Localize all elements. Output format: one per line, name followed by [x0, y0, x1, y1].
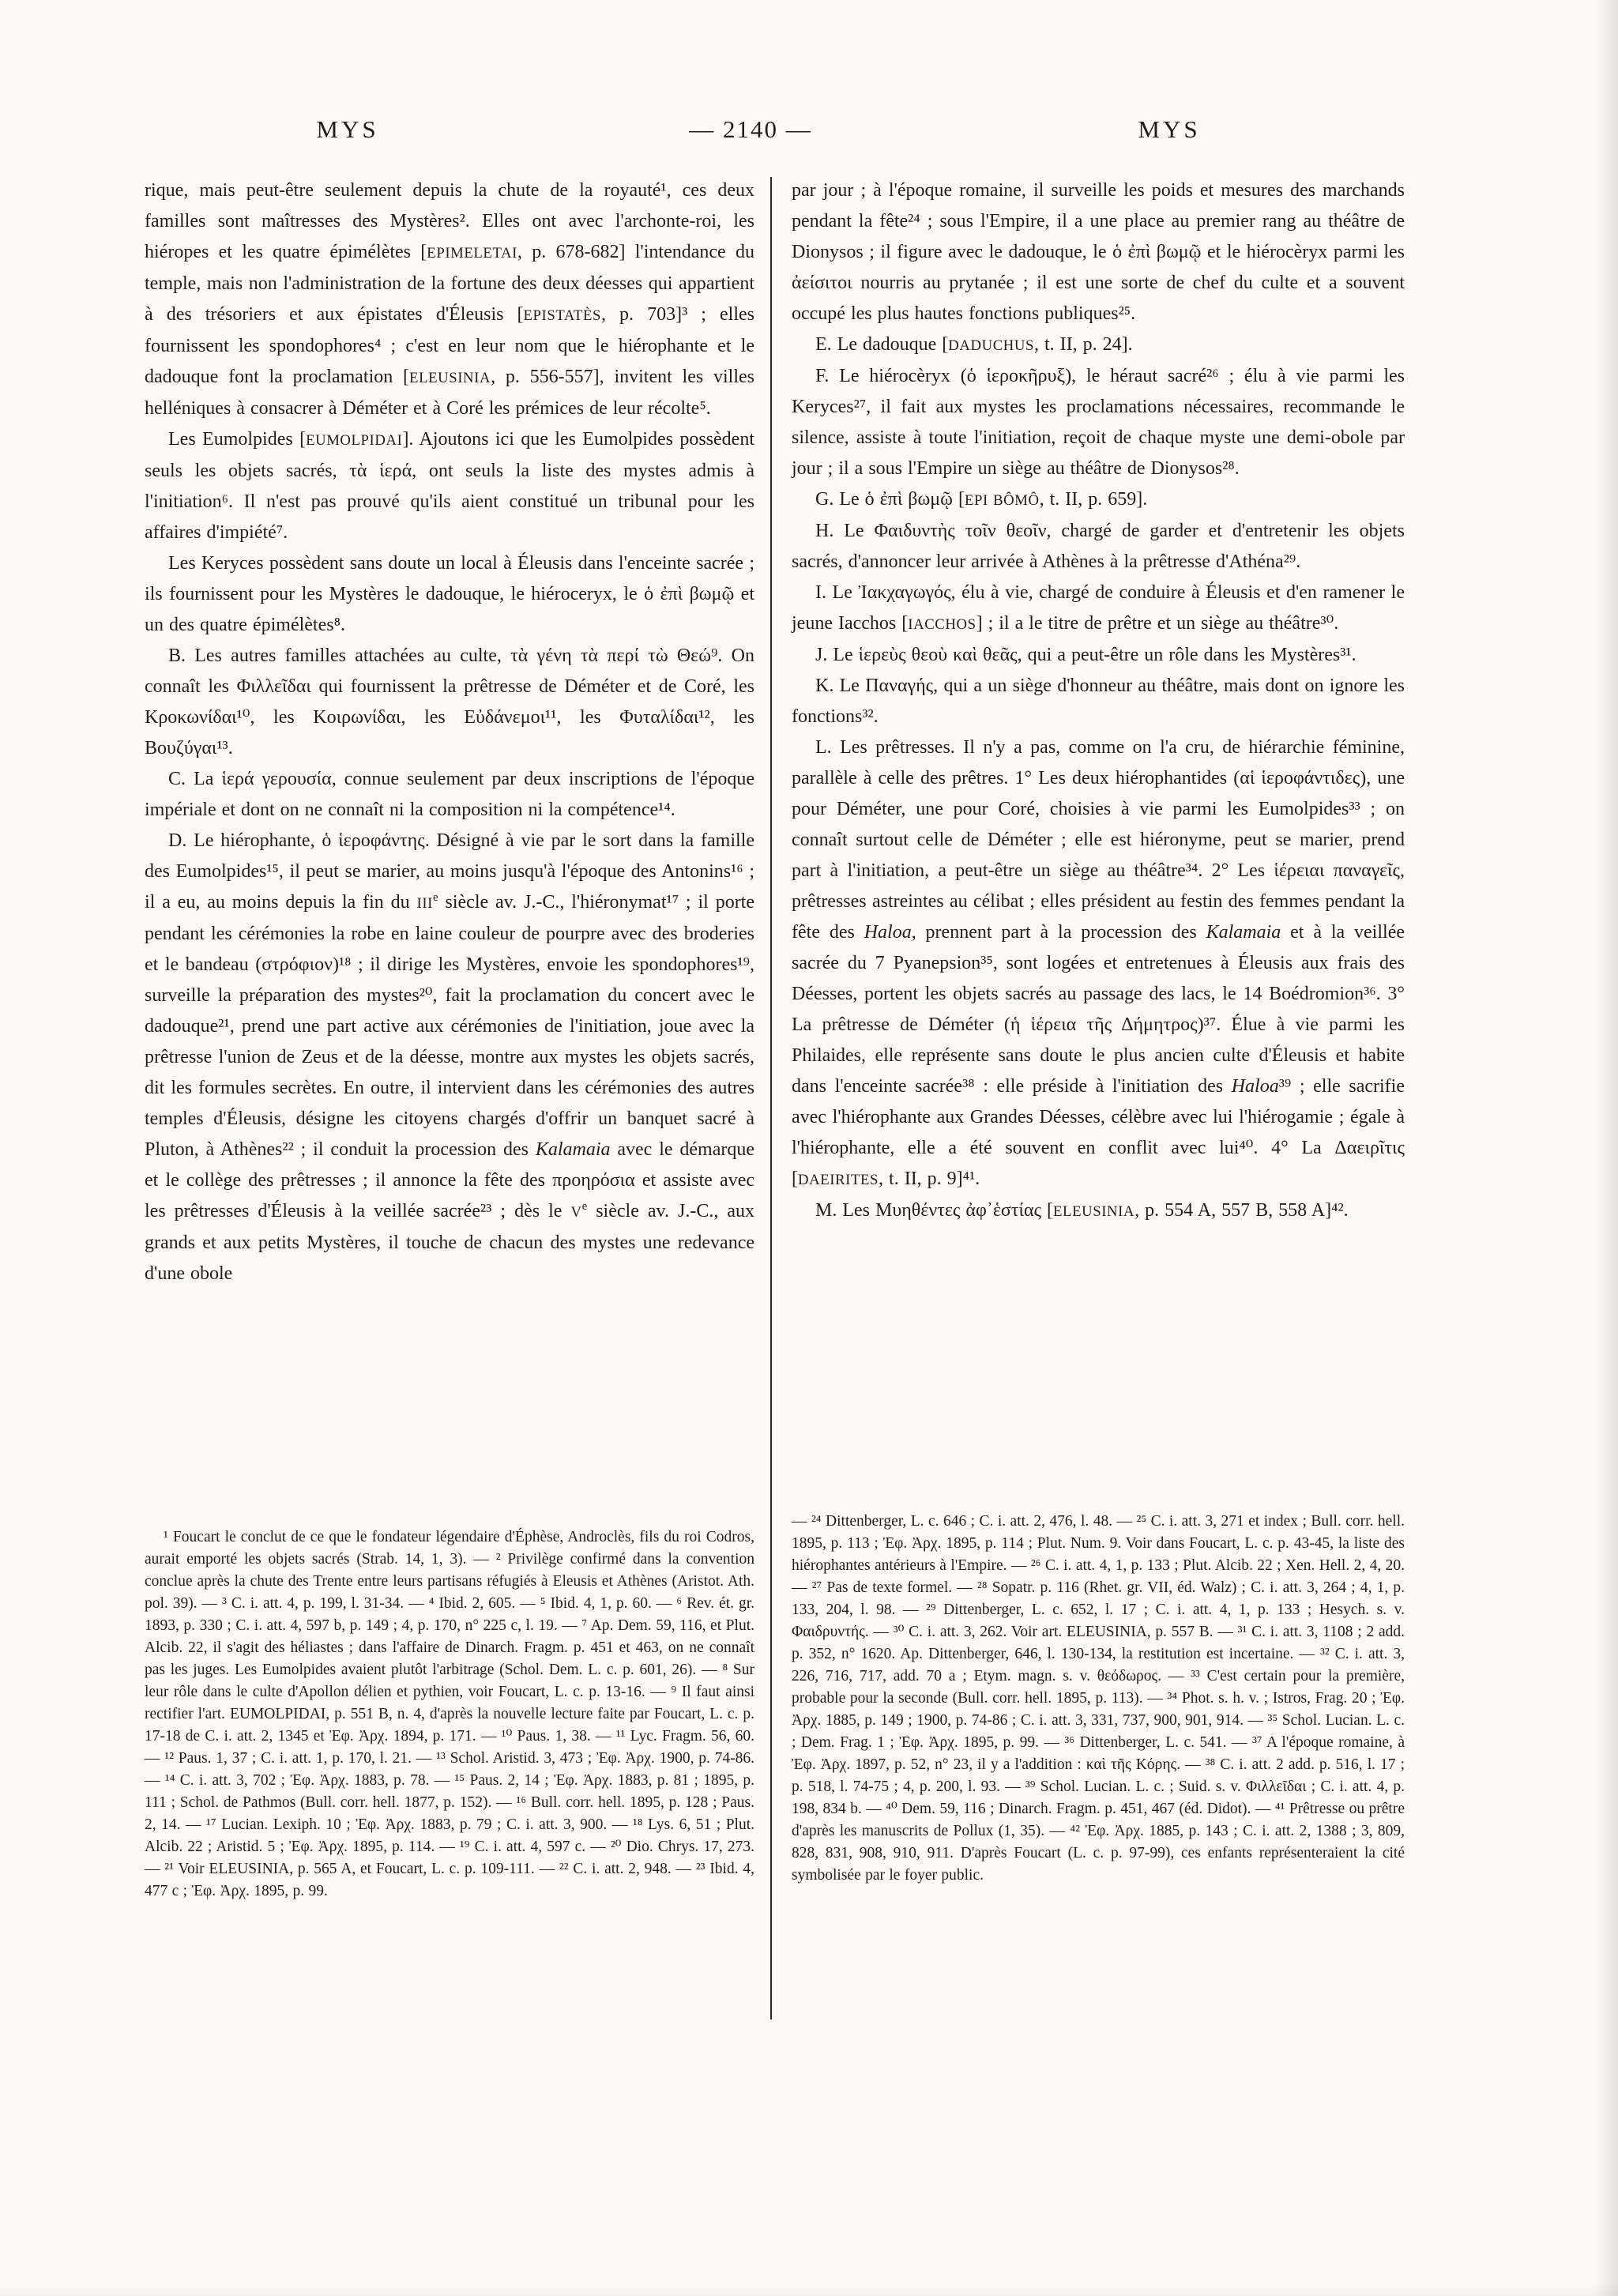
- text-run: ]. Ajoutons ici que les Eumolpides possèdent seuls les objets sacrés, τὰ ἱερά, ont seuls la liste des mystes admis à l'initiation⁶. Il n'est pas prouvé qu'ils aient constitué un tribunal pour les affaires d'impiété⁷.: [145, 429, 754, 543]
- text-run: , t. II, p. 9]⁴¹.: [879, 1169, 980, 1189]
- text-run: et à la veillée sacrée du 7 Pyanepsion³⁵, sont logées et entretenues à Éleusis aux frais des Déesses, portent les objets sacrés au passage des lacs, le 14 Boédromion³⁶. 3° La prêtresse de Déméter (ἡ ἱέρεια τῆς Δήμητρος)³⁷. Élue à vie parmi les Philaides, elle représente sans doute le plus ancien culte d'Éleusis et habite dans l'enceinte sacrée³⁸ : elle préside à l'initiation des: [792, 922, 1405, 1097]
- text-run: ] ; il a le titre de prêtre et un siège au théâtre³⁰.: [976, 613, 1339, 634]
- text-run: B. Les autres familles attachées au culte, τὰ γένη τὰ περί τὼ Θεώ⁹. On connaît les Φιλλεῖδαι qui fournissent la prêtresse de Déméter et de Coré, les Κροκωνίδαι¹⁰, les Κοιρωνίδαι, les Εὐδάνεμοι¹¹, les Φυταλίδαι¹², les Βουζύγαι¹³.: [145, 646, 754, 758]
- small-caps-cross-reference: EPISTATÈS: [523, 307, 601, 324]
- text-run: J. Le ἱερεὺς θεοὺ καὶ θεᾶς, qui a peut-être un rôle dans les Mystères³¹.: [815, 645, 1356, 665]
- text-run: siècle av. J.-C., aux grands et aux petits Mystères, il touche de chacun des mystes une redevance d'une obole: [145, 1201, 755, 1284]
- text-run: ³⁹ ; elle sacrifie avec l'hiérophante aux Grandes Déesses, célèbre avec lui l'hiérogamie ; égale à l'hiérophante, elle a été souvent en conflit avec lui⁴⁰. 4° La Δαειρῖτις [: [792, 1076, 1405, 1189]
- text-run: E. Le dadouque [: [815, 334, 949, 355]
- text-run: , prennent part à la procession des: [911, 922, 1206, 943]
- text-run: , p. 678-682] l'intendance du temple, mais non l'administration de la fortune des deux déesses qui appartient à des trésoriers et aux épistates d'Éleusis [: [145, 242, 754, 325]
- small-caps-cross-reference: EPI BÔMÔ: [964, 492, 1040, 509]
- text-run: Les Keryces possèdent sans doute un local à Éleusis dans l'enceinte sacrée ; ils fournissent pour les Mystères le dadouque, le hiéroceryx, le ὁ ἐπὶ βωμῷ et un des quatre épimélètes⁸.: [145, 553, 754, 635]
- text-run: I. Le Ἰακχαγωγός, élu à vie, chargé de conduire à Éleusis et d'en ramener le jeune Iacchos [: [792, 582, 1405, 634]
- paragraph: [792, 484, 1405, 516]
- text-run: rique, mais peut-être seulement depuis la chute de la royauté¹, ces deux familles sont maîtresses des Mystères². Elles ont avec l'archonte-roi, les hiéropes et les quatre épimélètes [: [145, 180, 754, 262]
- paragraph: [792, 671, 1405, 732]
- right-column-body: [792, 175, 1405, 1227]
- small-caps-cross-reference: EUMOLPIDAI: [306, 432, 403, 449]
- text-run: par jour ; à l'époque romaine, il surveille les poids et mesures des marchands pendant la fête²⁴ ; sous l'Empire, il a une place au premier rang au théâtre de Dionysos ; il figure avec le dadouque, le ὁ ἐπὶ βωμῷ et le hiérocèryx parmi les ἀείσιτοι nourris au prytanée ; il est une sorte de chef du culte et a souvent occupé les plus hautes fonctions publiques²⁵.: [792, 180, 1405, 324]
- running-title-left: MYS: [316, 115, 379, 143]
- small-caps-cross-reference: III: [416, 895, 434, 912]
- paragraph: [145, 424, 754, 548]
- text-run: , t. II, p. 659].: [1039, 489, 1148, 510]
- paragraph: [792, 640, 1405, 671]
- italic-term: Haloa: [1231, 1076, 1279, 1097]
- paragraph: [145, 641, 754, 764]
- text-run: avec le démarque et le collège des prêtresses ; il annonce la fête des προηρόσια et assiste avec les prêtresses d'Éleusis à la veillée sacrée²³ ; dès le: [145, 1139, 754, 1221]
- text-run: , t. II, p. 24].: [1034, 334, 1133, 355]
- superscript: e: [433, 891, 438, 904]
- text-run: F. Le hiérocèryx (ὁ ἱεροκῆρυξ), le héraut sacré²⁶ ; élu à vie parmi les Keryces²⁷, il fait aux mystes les proclamations nécessaires, recommande le silence, assiste à toute l'initiation, reçoit de chaque myste une demi-obole par jour ; il a sous l'Empire un siège au théâtre de Dionysos²⁸.: [792, 366, 1405, 479]
- text-run: siècle av. J.-C., l'hiéronymat¹⁷ ; il porte pendant les cérémonies la robe en laine couleur de pourpre avec des broderies et le bandeau (στρόφιον)¹⁸ ; il dirige les Mystères, envoie les spondophores¹⁹, surveille la préparation des mystes²⁰, fait la proclamation du concert avec le dadouque²¹, prend une part active aux cérémonies de l'initiation, joue avec la prêtresse l'union de Zeus et de la déesse, montre aux mystes les objets sacrés, dit les formules secrètes. En outre, il intervient dans les cérémonies des autres temples d'Éleusis, désigne les citoyens chargés d'offrir un banquet sacré à Pluton, à Athènes²² ; il conduit la procession des: [145, 892, 755, 1160]
- small-caps-cross-reference: IACCHOS: [908, 616, 976, 633]
- italic-term: Kalamaia: [535, 1139, 611, 1160]
- small-caps-cross-reference: V: [570, 1204, 582, 1221]
- paragraph: [792, 732, 1405, 1195]
- small-caps-cross-reference: EPIMELETAI: [427, 245, 517, 262]
- page-edge-shadow: [1594, 0, 1618, 2296]
- italic-term: Haloa: [864, 922, 912, 943]
- paragraph: [145, 826, 754, 1289]
- paragraph: [792, 329, 1405, 361]
- right-column-footnotes: — ²⁴ Dittenberger, L. c. 646 ; C. i. att. 2, 476, l. 48. — ²⁵ C. i. att. 3, 271 et index ; Bull. corr. hell. 1895, p. 113 ; Ἐφ. Ἀρχ. 1895, p. 114 ; Plut. Num. 9. Voir dans Foucart, L. c. p. 43-45, la liste des hiérophantes antérieurs à l'Empire. — ²⁶ C. i. att. 4, 1, p. 133 ; Plut. Alcib. 22 ; Xen. Hell. 2, 4, 20. — ²⁷ Pas de texte formel. — ²⁸ Sopatr. p. 116 (Rhet. gr. VII, éd. Walz) ; C. i. att. 3, 264 ; 4, 1, p. 133, 204, l. 98. — ²⁹ Dittenberger, L. c. 652, l. 17 ; C. i. att. 4, 1, p. 133 ; Hesych. s. v. Φαιδρυντής. — ³⁰ C. i. att. 3, 262. Voir art. ELEUSINIA, p. 557 B. — ³¹ C. i. att. 3, 1108 ; 2 add. p. 352, n° 1620. Ap. Dittenberger, 646, l. 130-134, la restitution est incertaine. — ³² C. i. att. 3, 226, 716, 717, add. 70 a ; Etym. magn. s. v. θεόδωρος. — ³³ C'est certain pour la première, probable pour la seconde (Bull. corr. hell. 1895, p. 113). — ³⁴ Phot. s. h. v. ; Istros, Frag. 20 ; Ἐφ. Ἀρχ. 1885, p. 149 ; 1900, p. 74-86 ; C. i. att. 3, 331, 737, 900, 901, 914. — ³⁵ Schol. Lucian. L. c. ; Dem. Frag. 1 ; Ἐφ. Ἀρχ. 1895, p. 99. — ³⁶ Dittenberger, L. c. 541. — ³⁷ A l'époque romaine, à Ἐφ. Ἀρχ. 1897, p. 52, n° 23, il y a l'addition : καὶ τῆς Κόρης. — ³⁸ C. i. att. 2 add. p. 516, l. 17 ; p. 518, l. 74-75 ; 4, p. 200, l. 93. — ³⁹ Schol. Lucian. L. c. ; Suid. s. v. Φιλλεῖδαι ; C. i. att. 4, p. 198, 834 b. — ⁴⁰ Dem. 59, 116 ; Dinarch. Fragm. p. 451, 467 (éd. Didot). — ⁴¹ Prêtresse ou prêtre d'après les manuscrits de Pollux (1, 35). — ⁴² Ἐφ. Ἀρχ. 1885, p. 143 ; C. i. att. 2, 1388 ; 3, 809, 828, 831, 908, 910, 911. D'après Foucart (L. c. p. 97-99), ces enfants représenteraient la cité symbolisée par le foyer public.: [792, 1513, 1405, 1884]
- paragraph: [792, 578, 1405, 640]
- text-run: C. La ἱερά γερουσία, connue seulement par deux inscriptions de l'époque impériale et dont on ne connaît ni la composition ni la compétence¹⁴.: [145, 769, 754, 820]
- paragraph: [792, 361, 1405, 484]
- text-run: L. Les prêtresses. Il n'y a pas, comme on l'a cru, de hiérarchie féminine, parallèle à celle des prêtres. 1° Les deux hiérophantides (αἱ ἱεροφάντιδες), une pour Déméter, une pour Coré, choisies à vie parmi les Eumolpides³³ ; on connaît surtout celle de Déméter ; elle est hiéronyme, peut se marier, prend part à l'initiation, a peut-être un siège au théâtre³⁴. 2° Les ἱέρειαι παναγεῖς, prêtresses astreintes au célibat ; elles président au festin des femmes pendant la fête des: [792, 737, 1405, 943]
- small-caps-cross-reference: ELEUSINIA: [1053, 1203, 1135, 1220]
- text-run: , p. 703]³ ; elles fournissent les spondophores⁴ ; c'est en leur nom que le hiérophante et le dadouque font la proclamation [: [145, 304, 754, 387]
- italic-term: Kalamaia: [1206, 922, 1281, 943]
- text-run: G. Le ὁ ἐπὶ βωμῷ [: [815, 489, 965, 510]
- small-caps-cross-reference: DAEIRITES: [798, 1172, 879, 1188]
- paragraph: [792, 175, 1405, 329]
- text-run: Les Eumolpides [: [168, 429, 307, 450]
- left-column-footnotes: ¹ Foucart le conclut de ce que le fondateur légendaire d'Éphèse, Androclès, fils du roi Codros, aurait emporté les objets sacrés (Strab. 14, 1, 3). — ² Privilège confirmé dans la convention conclue après la chute des Trente entre leurs partisans réfugiés à Eleusis et Athènes (Aristot. Ath. pol. 39). — ³ C. i. att. 4, p. 199, l. 31-34. — ⁴ Ibid. 2, 605. — ⁵ Ibid. 4, 1, p. 60. — ⁶ Rev. ét. gr. 1893, p. 330 ; C. i. att. 4, 597 b, p. 149 ; 4, p. 170, n° 225 c, l. 19. — ⁷ Ap. Dem. 59, 116, et Plut. Alcib. 22, il s'agit des héliastes ; dans l'affaire de Dinarch. Fragm. p. 451 et 463, on ne connaît pas les juges. Les Eumolpides avaient plutôt l'arbitrage (Schol. Dem. L. c. p. 601, 26). — ⁸ Sur leur rôle dans le culte d'Apollon délien et pythien, voir Foucart, L. c. p. 13-16. — ⁹ Il faut ainsi rectifier l'art. EUMOLPIDAI, p. 551 B, n. 4, d'après la nouvelle lecture faite par Foucart, L. c. p. 17-18 de C. i. att. 2, 1345 et Ἐφ. Ἀρχ. 1894, p. 171. — ¹⁰ Paus. 1, 38. — ¹¹ Lyc. Fragm. 56, 60. — ¹² Paus. 1, 37 ; C. i. att. 1, p. 170, l. 21. — ¹³ Schol. Aristid. 3, 473 ; Ἐφ. Ἀρχ. 1900, p. 74-86. — ¹⁴ C. i. att. 3, 702 ; Ἐφ. Ἀρχ. 1883, p. 78. — ¹⁵ Paus. 2, 14 ; Ἐφ. Ἀρχ. 1883, p. 81 ; 1895, p. 111 ; Schol. de Pathmos (Bull. corr. hell. 1877, p. 152). — ¹⁶ Bull. corr. hell. 1895, p. 128 ; Paus. 2, 14. — ¹⁷ Lucian. Lexiph. 10 ; Ἐφ. Ἀρχ. 1883, p. 79 ; C. i. att. 3, 900. — ¹⁸ Lys. 6, 51 ; Plut. Alcib. 22 ; Aristid. 5 ; Ἐφ. Ἀρχ. 1895, p. 114. — ¹⁹ C. i. att. 4, 597 c. — ²⁰ Dio. Chrys. 17, 273. — ²¹ Voir ELEUSINIA, p. 565 A, et Foucart, L. c. p. 109-111. — ²² C. i. att. 2, 948. — ²³ Ibid. 4, 477 c ; Ἐφ. Ἀρχ. 1895, p. 99.: [145, 1529, 754, 1899]
- paragraph: [792, 1195, 1405, 1227]
- paragraph: [145, 548, 754, 641]
- page-bottom-shade: [0, 2282, 1618, 2296]
- paragraph: [145, 764, 754, 826]
- text-run: M. Les Μυηθέντες ἀφ᾽ἑστίας [: [815, 1200, 1054, 1221]
- paragraph: [145, 175, 754, 424]
- small-caps-cross-reference: DADUCHUS: [948, 337, 1034, 354]
- page-number: — 2140 —: [689, 115, 812, 143]
- text-run: D. Le hiérophante, ὁ ἱεροφάντης. Désigné à vie par le sort dans la famille des Eumolpides¹⁵, il peut se marier, au moins jusqu'à l'époque des Antonins¹⁶ ; il a eu, au moins depuis la fin du: [145, 830, 754, 913]
- text-run: H. Le Φαιδυντὴς τοῖν θεοῖν, chargé de garder et d'entretenir les objets sacrés, d'annoncer leur arrivée à Athènes à la prêtresse d'Athéna²⁹.: [792, 521, 1405, 572]
- superscript: e: [581, 1200, 588, 1213]
- running-title-right: MYS: [1138, 115, 1201, 143]
- paragraph: [792, 516, 1405, 578]
- small-caps-cross-reference: ELEUSINIA: [409, 370, 491, 386]
- left-column-body: [145, 175, 754, 1289]
- text-run: , p. 554 A, 557 B, 558 A]⁴².: [1134, 1200, 1349, 1221]
- text-run: , p. 556-557], invitent les villes helléniques à consacrer à Déméter et à Coré les prémices de leur récolte⁵.: [145, 367, 754, 419]
- text-run: K. Le Παναγής, qui a un siège d'honneur au théâtre, mais dont on ignore les fonctions³².: [792, 676, 1405, 727]
- column-divider-rule: [770, 177, 772, 2019]
